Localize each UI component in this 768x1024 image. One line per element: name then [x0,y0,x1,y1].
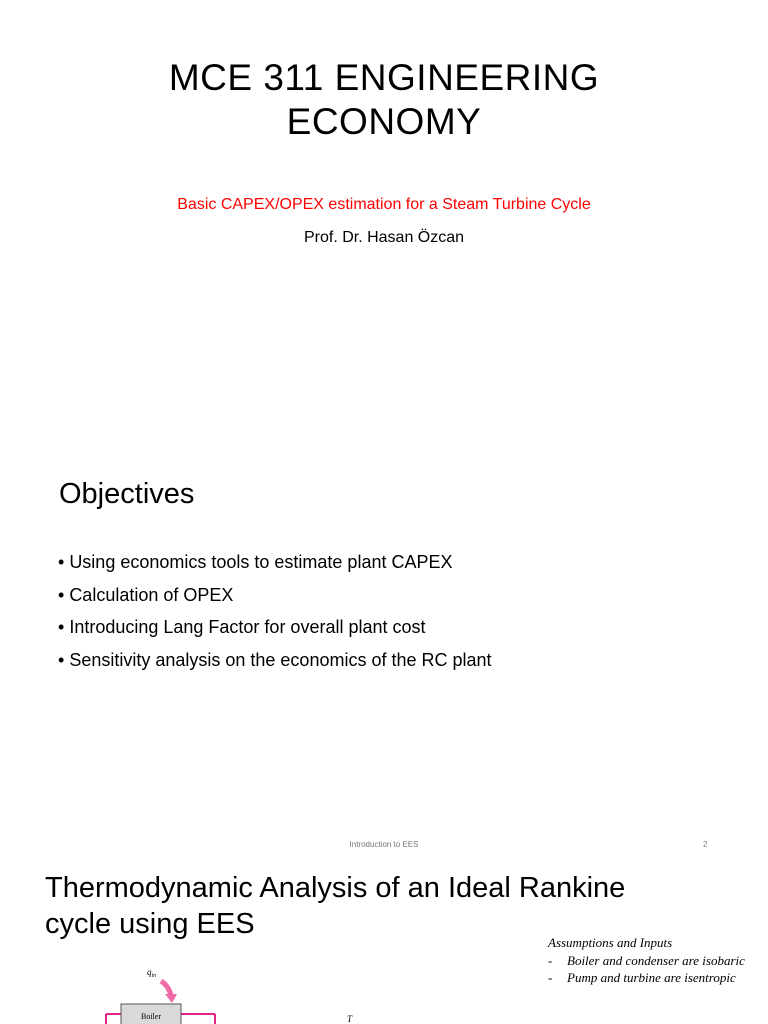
boiler-label: Boiler [141,1012,161,1021]
slide-footer: Introduction to EES [349,840,419,849]
assumption-item: - Pump and turbine are isentropic [548,969,748,987]
heat-input-label: $q_{in}$ [147,967,157,979]
rankine-cycle-diagram [95,960,235,1024]
list-item: • Sensitivity analysis on the economics of the RC plant [58,644,492,677]
heat-input-arrowhead [165,994,177,1003]
list-item: • Using economics tools to estimate plant CAPEX [58,546,492,579]
rankine-heading [45,870,625,942]
assumption-item: - Boiler and condenser are isobaric [548,952,748,970]
objectives-slide [0,432,768,864]
objectives-heading: Objectives [59,478,195,510]
rankine-heading-line2: cycle using EES [45,908,255,940]
rankine-heading-line1: Thermodynamic Analysis of an Ideal Rankine [45,872,626,904]
assumptions-title: Assumptions and Inputs [548,935,673,950]
course-title-line1: MCE 311 ENGINEERING [168,57,600,98]
author-name: Prof. Dr. Hasan Özcan [303,229,465,246]
title-slide [0,0,768,432]
objectives-list [58,546,492,676]
rankine-slide [0,864,768,1024]
course-title [0,56,768,144]
course-title-line2: ECONOMY [286,101,482,142]
heat-input-arrow [161,981,171,996]
assumptions-box [548,934,748,987]
list-item: • Calculation of OPEX [58,579,492,612]
lecture-subtitle: Basic CAPEX/OPEX estimation for a Steam Turbine Cycle [177,196,591,213]
list-item: • Introducing Lang Factor for overall plant cost [58,611,492,644]
t-axis-label: T [347,1014,353,1024]
page-number: 2 [703,840,708,849]
